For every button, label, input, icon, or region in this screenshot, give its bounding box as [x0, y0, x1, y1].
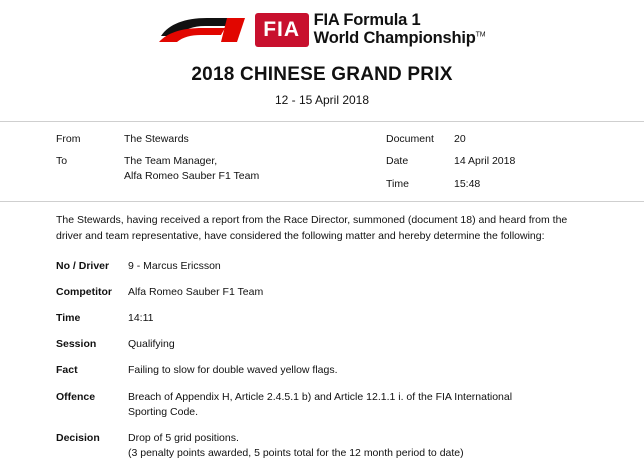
detail-key: Fact — [56, 364, 78, 377]
determination-details — [0, 245, 644, 462]
detail-value — [128, 390, 588, 420]
f1-logo-icon — [159, 14, 245, 46]
meta-value-document: 20 — [454, 132, 466, 145]
meta-value-date: 14 April 2018 — [454, 155, 516, 168]
detail-row-driver — [56, 259, 588, 274]
trademark-mark: TM — [475, 31, 486, 39]
fia-mark-icon: FIA — [255, 13, 309, 47]
detail-row-session — [56, 337, 588, 352]
event-dates: 12 - 15 April 2018 — [274, 92, 370, 107]
page-title: 2018 CHINESE GRAND PRIX — [191, 63, 453, 85]
detail-value — [128, 431, 588, 461]
meta-row — [386, 177, 588, 191]
detail-value — [128, 285, 588, 300]
detail-value — [128, 337, 588, 352]
meta-row — [56, 154, 386, 183]
detail-value — [128, 259, 588, 274]
meta-key-date: Date — [386, 155, 409, 168]
intro-paragraph: The Stewards, having received a report from the Race Director, summoned (document 18) and heard from the driver and team representative, have considered the following matter and hereby determine the following: — [56, 214, 568, 243]
detail-key: Decision — [56, 432, 100, 445]
detail-row-offence — [56, 390, 588, 420]
detail-value-line1: 9 - Marcus Ericsson — [128, 259, 221, 272]
detail-value-line1: Breach of Appendix H, Article 2.4.5.1 b) and Article 12.1.1 i. of the FIA International — [128, 390, 513, 403]
fia-wordmark-line1: FIA Formula 1 — [313, 11, 421, 29]
meta-key: To — [56, 155, 68, 168]
meta-row — [56, 132, 386, 146]
detail-key: No / Driver — [56, 259, 110, 272]
detail-value-line1: 14:11 — [128, 312, 154, 325]
meta-key-time: Time — [386, 177, 409, 190]
meta-value-time: 15:48 — [454, 177, 481, 190]
meta-value-line1: The Team Manager, — [124, 155, 218, 168]
detail-row-competitor — [56, 285, 588, 300]
detail-key: Offence — [56, 390, 96, 403]
meta-left-column — [56, 132, 386, 191]
meta-value — [124, 154, 259, 183]
detail-value — [128, 311, 588, 326]
meta-key-document: Document — [386, 132, 434, 145]
meta-value-line1: The Stewards — [124, 132, 189, 145]
detail-value-line1: Failing to slow for double waved yellow flags. — [128, 364, 338, 377]
meta-right-column — [386, 132, 588, 191]
meta-value-line2: Alfa Romeo Sauber F1 Team — [124, 169, 260, 182]
detail-value-line1: Drop of 5 grid positions. — [128, 432, 239, 445]
fia-wordmark-line2-text: World Championship — [313, 28, 476, 47]
detail-value-line2: (3 penalty points awarded, 5 points total for the 12 month period to date) — [128, 447, 464, 460]
detail-value-line1: Alfa Romeo Sauber F1 Team — [128, 285, 264, 298]
fia-logo — [255, 12, 486, 48]
detail-key: Competitor — [56, 285, 112, 298]
detail-value-line1: Qualifying — [128, 338, 175, 351]
meta-value — [124, 132, 189, 146]
fia-wordmark-line2 — [314, 30, 486, 48]
meta-row — [386, 154, 588, 168]
detail-key: Session — [56, 338, 97, 351]
detail-value-line2: Sporting Code. — [128, 405, 199, 418]
fia-wordmark — [314, 12, 486, 48]
detail-row-decision — [56, 431, 588, 461]
meta-row — [386, 132, 588, 146]
detail-row-fact — [56, 363, 588, 378]
detail-key: Time — [56, 312, 81, 325]
header-logos — [0, 0, 644, 48]
detail-value — [128, 363, 588, 378]
meta-key: From — [56, 132, 81, 145]
meta-block — [0, 122, 644, 201]
detail-row-time — [56, 311, 588, 326]
